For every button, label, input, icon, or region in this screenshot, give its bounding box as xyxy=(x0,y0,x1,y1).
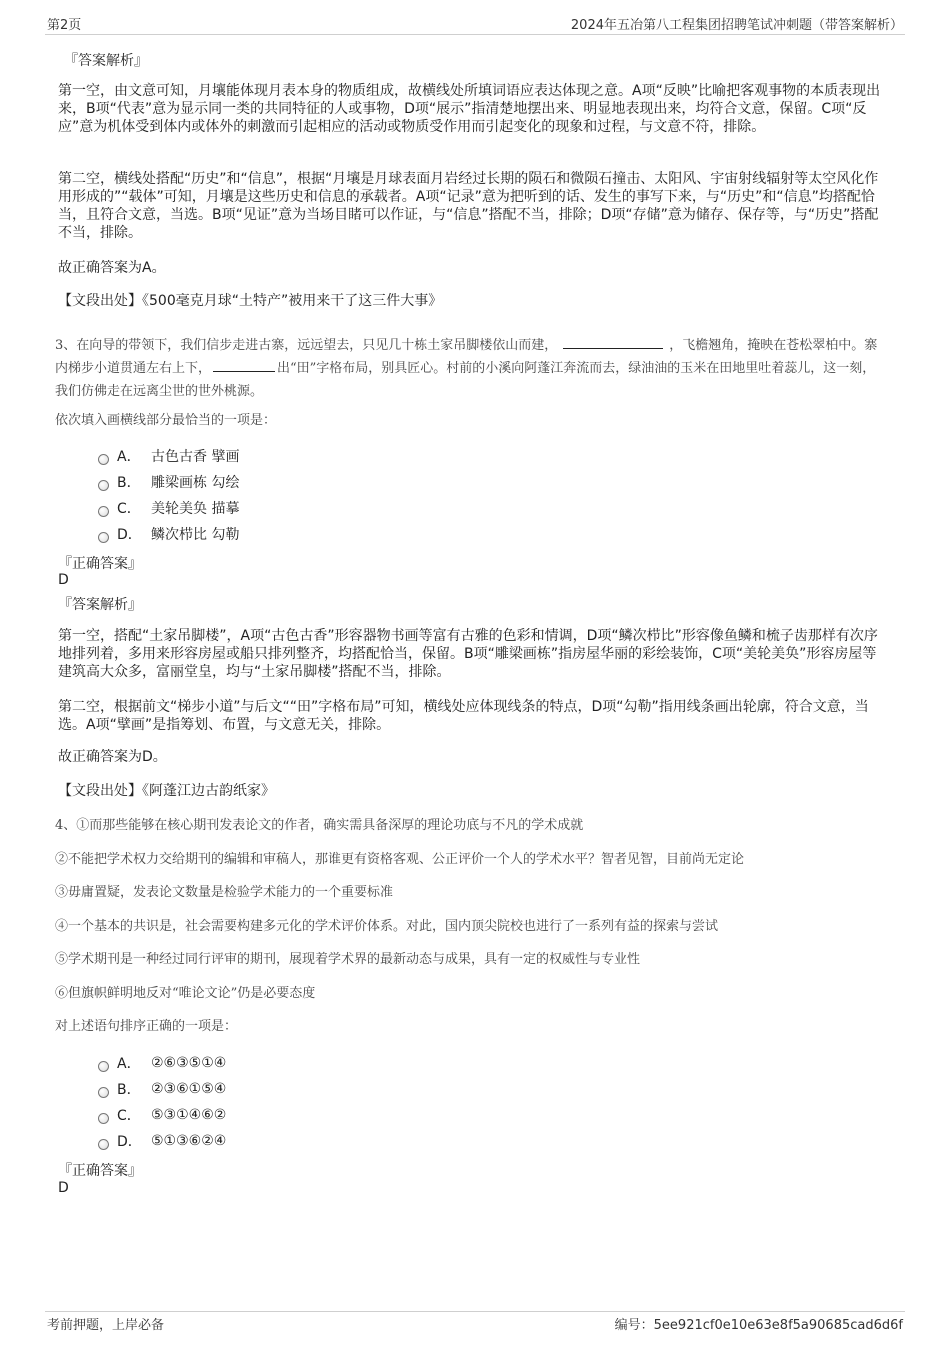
q3-source-text: 《阿蓬江边古韵纸家》 xyxy=(142,783,275,799)
q4-sentence-1: 4、①而那些能够在核心期刊发表论文的作者，确实需具备深厚的理论功底与不凡的学术成就 xyxy=(55,818,584,833)
footer-code-label: 编号： xyxy=(614,1318,654,1333)
option-text: ⑤③①④⑥② xyxy=(151,1107,227,1123)
q2-analysis-para2: 第二空，横线处搭配“历史”和“信息”，根据“月壤是月球表面月岩经过长期的陨石和微陨石撞击、太阳风、宇宙射线辐射等太空风化作用形成的”“载体”可知，月壤是这些历史和信息的承载者。A项“记录”意为把听到的话、发生的事写下来，与“历史”和“信息”均搭配恰当，且符合文意，当选。B项“见证”意为当场目睹可以作证，与“信息”搭配不当，排除；D项“存储”意为储存、保存等，与“历史”搭配不当，排除。 xyxy=(58,171,879,241)
radio-icon[interactable] xyxy=(98,1139,109,1150)
q4-correct-label: 『正确答案』 xyxy=(58,1163,142,1179)
q4-sentence-4: ④一个基本的共识是，社会需要构建多元化的学术评价体系。对此，国内顶尖院校也进行了一系列有益的探索与尝试 xyxy=(55,919,719,934)
q3-analysis-para1: 第一空，搭配“土家吊脚楼”，A项“古色古香”形容器物书画等富有古雅的色彩和情调，D项“鳞次栉比”形容像鱼鳞和梳子齿那样有次序地排列着，多用来形容房屋或船只排列整齐，均搭配恰当，保留。B项“雕梁画栋”指房屋华丽的彩绘装饰，C项“美轮美奂”形容房屋等建筑高大众多，富丽堂皇，均与“土家吊脚楼”搭配不当，排除。 xyxy=(58,628,878,680)
page-number: 第2页 xyxy=(47,18,82,33)
q4-option-c[interactable] xyxy=(98,1106,226,1124)
q4-option-d[interactable] xyxy=(98,1132,226,1150)
q3-stem xyxy=(55,334,887,403)
q3-blank-2 xyxy=(213,357,275,372)
q3-option-c[interactable] xyxy=(98,499,239,517)
document-title: 2024年五冶第八工程集团招聘笔试冲刺题（带答案解析） xyxy=(570,18,903,33)
q4-option-a[interactable] xyxy=(98,1054,226,1072)
q3-correct-answer: D xyxy=(58,572,69,588)
option-letter: B． xyxy=(117,1082,141,1098)
radio-icon[interactable] xyxy=(98,1061,109,1072)
radio-icon[interactable] xyxy=(98,480,109,491)
q3-source xyxy=(58,782,890,800)
option-letter: C． xyxy=(117,1108,141,1124)
option-text: 古色古香 擘画 xyxy=(151,449,240,465)
option-letter: C． xyxy=(117,501,141,517)
option-letter: A． xyxy=(117,1056,141,1072)
q3-correct-label: 『正确答案』 xyxy=(58,556,142,572)
option-text: 雕梁画栋 勾绘 xyxy=(151,475,240,491)
page-header xyxy=(45,14,905,35)
q2-analysis-label: 『答案解析』 xyxy=(64,53,148,69)
q3-conclusion: 故正确答案为D。 xyxy=(58,749,167,765)
radio-icon[interactable] xyxy=(98,1113,109,1124)
q3-option-a[interactable] xyxy=(98,447,239,465)
option-letter: A． xyxy=(117,449,141,465)
q2-source-label: 【文段出处】 xyxy=(58,293,142,309)
q2-source xyxy=(58,292,890,310)
radio-icon[interactable] xyxy=(98,506,109,517)
q4-sentence-2: ②不能把学术权力交给期刊的编辑和审稿人，那谁更有资格客观、公正评价一个人的学术水平？智者见智，目前尚无定论 xyxy=(55,852,745,867)
footer-code-value: 5ee921cf0e10e63e8f5a90685cad6d6f xyxy=(653,1318,903,1333)
option-text: 美轮美奂 描摹 xyxy=(151,501,240,517)
page-footer xyxy=(45,1311,905,1334)
radio-icon[interactable] xyxy=(98,1087,109,1098)
radio-icon[interactable] xyxy=(98,532,109,543)
option-letter: D． xyxy=(117,527,142,543)
q3-analysis-label: 『答案解析』 xyxy=(58,597,142,613)
q4-correct-answer: D xyxy=(58,1180,69,1196)
q3-stem-part3: 出“田”字格布局，别具匠心。村前的小溪向阿蓬江奔流而去，绿油油的玉米在田地里吐着蕊儿，这一刻，我们仿佛走在远离尘世的世外桃源。 xyxy=(55,361,876,399)
q4-sentence-3: ③毋庸置疑，发表论文数量是检验学术能力的一个重要标准 xyxy=(55,885,394,900)
q4-option-b[interactable] xyxy=(98,1080,226,1098)
option-text: ②③⑥①⑤④ xyxy=(151,1081,227,1097)
q3-source-label: 【文段出处】 xyxy=(58,783,142,799)
q3-option-d[interactable] xyxy=(98,525,239,543)
q4-sentence-5: ⑤学术期刊是一种经过同行评审的期刊，展现着学术界的最新动态与成果，具有一定的权威性与专业性 xyxy=(55,952,641,967)
q2-source-text: 《500毫克月球“土特产”被用来干了这三件大事》 xyxy=(142,293,443,309)
footer-slogan: 考前押题，上岸必备 xyxy=(47,1318,165,1333)
footer-code xyxy=(615,1314,903,1333)
q4-prompt: 对上述语句排序正确的一项是： xyxy=(55,1019,238,1034)
option-letter: B． xyxy=(117,475,141,491)
option-text: ⑤①③⑥②④ xyxy=(151,1133,227,1149)
q4-sentence-6: ⑥但旗帜鲜明地反对“唯论文论”仍是必要态度 xyxy=(55,986,316,1001)
q3-prompt: 依次填入画横线部分最恰当的一项是： xyxy=(55,413,277,428)
q2-analysis-para1: 第一空，由文意可知，月壤能体现月表本身的物质组成，故横线处所填词语应表达体现之意。A项“反映”比喻把客观事物的本质表现出来，B项“代表”意为显示同一类的共同特征的人或事物，D项“展示”指清楚地摆出来、明显地表现出来，均符合文意，保留。C项“反应”意为机体受到体内或体外的刺激而引起相应的活动或物质受作用而引起变化的现象和过程，与文意不符，排除。 xyxy=(58,83,881,135)
q3-stem-part1: 3、在向导的带领下，我们信步走进古寨，远远望去，只见几十栋土家吊脚楼依山而建， xyxy=(55,338,558,353)
radio-icon[interactable] xyxy=(98,454,109,465)
q2-conclusion: 故正确答案为A。 xyxy=(58,260,166,276)
q3-analysis-para2: 第二空，根据前文“梯步小道”与后文““田”字格布局”可知，横线处应体现线条的特点，D项“勾勒”指用线条画出轮廓，符合文意，当选。A项“擘画”是指筹划、布置，与文意无关，排除。 xyxy=(58,699,869,733)
q3-option-b[interactable] xyxy=(98,473,239,491)
option-text: 鳞次栉比 勾勒 xyxy=(151,527,240,543)
option-text: ②⑥③⑤①④ xyxy=(151,1055,227,1071)
option-letter: D． xyxy=(117,1134,142,1150)
q3-blank-1 xyxy=(563,334,663,349)
q3-stem-part2: ，飞檐翘角，掩映在苍松翠柏中。寨内梯步小道贯通左右上下， xyxy=(55,338,878,376)
